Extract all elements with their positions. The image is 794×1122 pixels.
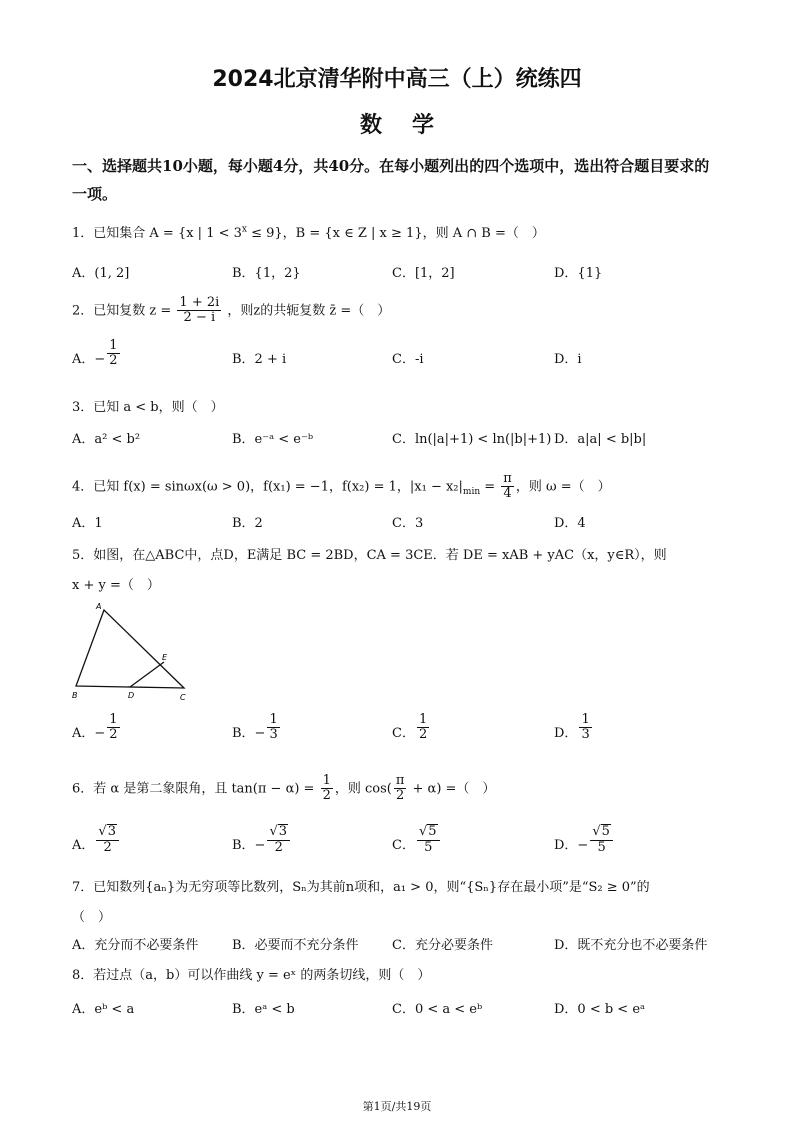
option-a[interactable]: A．(1, 2]: [72, 266, 130, 281]
option-c[interactable]: C． $\frac{√5}{5}$: [392, 834, 442, 855]
option-c[interactable]: C． $\frac{1}{2}$: [392, 711, 428, 742]
label-a: A: [96, 602, 102, 611]
option-b[interactable]: B．必要而不充分条件: [232, 938, 359, 953]
page-title: 2024北京清华附中高三（上）统练四: [212, 67, 582, 92]
question-3: 3．已知 a < b，则（ ）: [72, 400, 224, 415]
option-c[interactable]: C．3: [392, 516, 424, 531]
triangle-figure: [68, 600, 194, 704]
option-c[interactable]: C．-i: [392, 352, 424, 367]
label-d: D: [128, 691, 135, 700]
option-a[interactable]: A．eᵇ < a: [72, 1002, 135, 1017]
option-a[interactable]: A．a² < b²: [72, 432, 141, 447]
question-4: 4．已知 f(x) = sinωx(ω > 0)，f(x₁) = −1，f(x₂) = 1，$|x_1 - x_2|_{min}$ = $\frac{\pi}{4}$ ，则 ω =（ ）: [72, 471, 611, 502]
option-b[interactable]: B．− $\frac{√3}{2}$: [232, 834, 292, 855]
question-5-line2: x + y =（ ）: [72, 578, 160, 593]
question-8: 8．若过点（a，b）可以作曲线 y = eˣ 的两条切线，则（ ）: [72, 968, 431, 983]
label-c: C: [180, 693, 186, 702]
option-b[interactable]: B．− $\frac{1}{3}$: [232, 711, 278, 742]
option-d[interactable]: D．{1}: [554, 266, 603, 281]
section-heading: 一、选择题共10小题，每小题4分，共40分。在每小题列出的四个选项中，选出符合题目要求的一项。: [72, 157, 710, 203]
option-a[interactable]: A．− $\frac{1}{2}$: [72, 711, 118, 742]
label-b: B: [72, 691, 78, 700]
option-c[interactable]: C．ln(|a|+1) < ln(|b|+1): [392, 432, 552, 447]
option-c[interactable]: C．[1，2]: [392, 266, 455, 281]
option-d[interactable]: D．i: [554, 352, 582, 367]
question-7-line1: 7．已知数列{aₙ}为无穷项等比数列，Sₙ为其前n项和，a₁ > 0，则“{Sₙ}存在最小项”是“S₂ ≥ 0”的: [72, 880, 650, 895]
option-c[interactable]: C．0 < a < eᵇ: [392, 1002, 483, 1017]
fraction: $\frac{1 + 2i}{2 - i}$: [179, 295, 220, 326]
option-b[interactable]: B．eᵃ < b: [232, 1002, 295, 1017]
option-d[interactable]: D．a|a| < b|b|: [554, 432, 647, 447]
question-1: 1．已知集合 A = {x | $1 < 3^x \le 9$}，B = {x ∈ Z | x ≥ 1}，则 A ∩ B =（ ）: [72, 224, 545, 241]
option-a[interactable]: A．− $\frac{1}{2}$: [72, 337, 118, 368]
question-7-line2: （ ）: [72, 910, 112, 925]
option-b[interactable]: B．{1，2}: [232, 266, 301, 281]
option-d[interactable]: D．− $\frac{√5}{5}$: [554, 834, 615, 855]
option-a[interactable]: A． $\frac{√3}{2}$: [72, 834, 121, 855]
page-footer: 第1页/共19页: [362, 1100, 432, 1113]
option-c[interactable]: C．充分必要条件: [392, 938, 493, 953]
option-a[interactable]: A．充分而不必要条件: [72, 938, 199, 953]
question-5-line1: 5．如图，在△ABC中，点D，E满足 BC = 2BD，CA = 3CE．若 DE = xAB + yAC（x，y∈R），则: [72, 548, 667, 563]
subject-title: 数学: [359, 113, 464, 138]
option-d[interactable]: D．4: [554, 516, 586, 531]
question-2: 2．已知复数 z = $\frac{1 + 2i}{2 - i}$ ，则z的共轭复数 z̄ =（ ）: [72, 295, 391, 326]
option-a[interactable]: A．1: [72, 516, 103, 531]
option-d[interactable]: D．0 < b < eᵃ: [554, 1002, 646, 1017]
label-e: E: [162, 653, 168, 662]
question-6: 6．若 α 是第二象限角，且 tan(π − α) = $\frac{1}{2}$ ，则 cos( $\frac{\pi}{2}$ + α) =（ ）: [72, 773, 496, 804]
option-b[interactable]: B．2: [232, 516, 263, 531]
option-b[interactable]: B．2 + i: [232, 352, 287, 367]
option-b[interactable]: B．e⁻ᵃ < e⁻ᵇ: [232, 432, 314, 447]
option-d[interactable]: D．既不充分也不必要条件: [554, 938, 708, 953]
option-d[interactable]: D． $\frac{1}{3}$: [554, 711, 590, 742]
